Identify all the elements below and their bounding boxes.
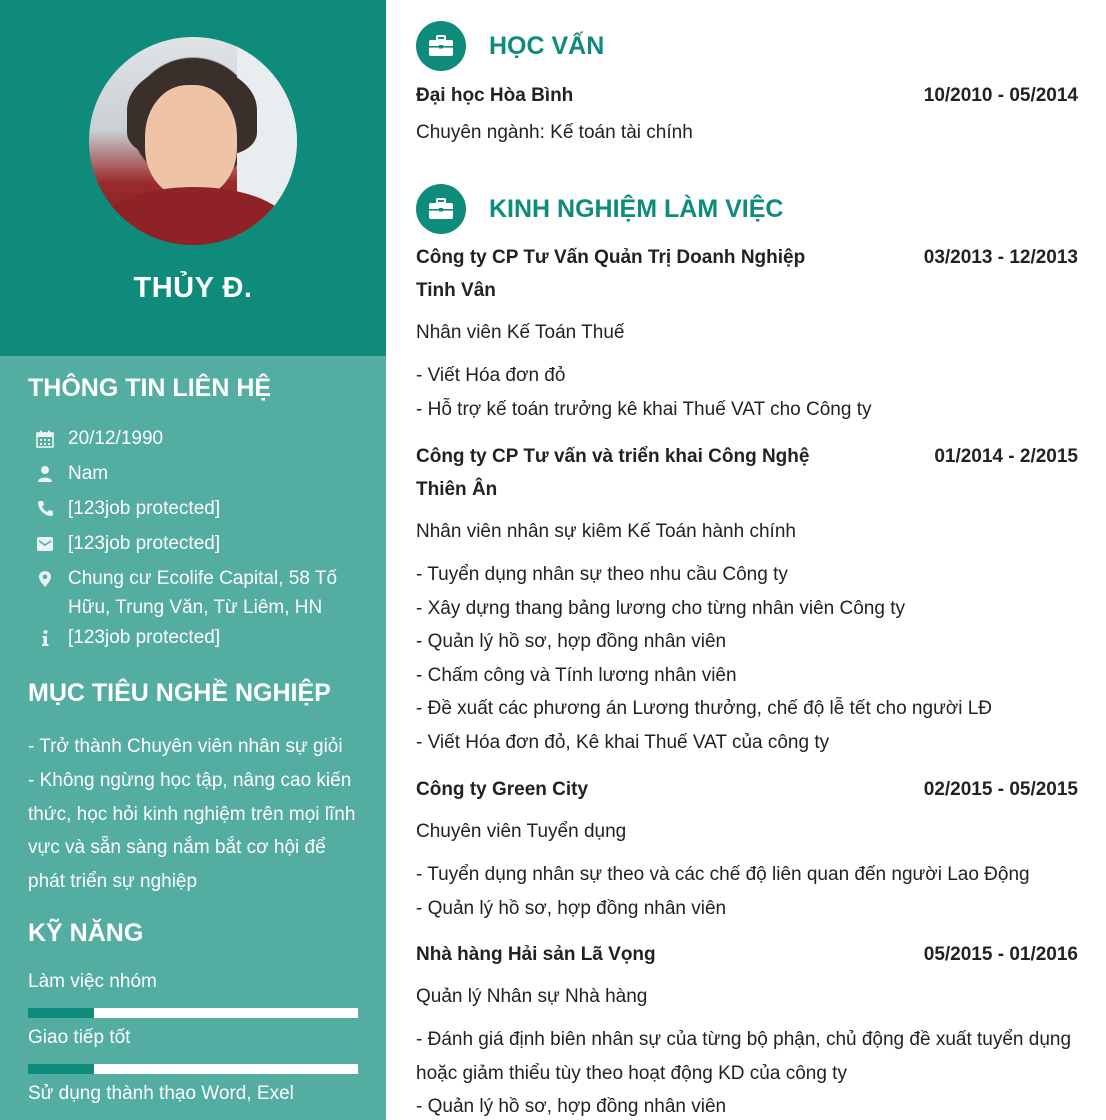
job-company: Công ty Green City [416, 779, 589, 800]
job-position: Nhân viên Kế Toán Thuế [416, 322, 625, 343]
job-position: Quản lý Nhân sự Nhà hàng [416, 986, 648, 1007]
job-task: - Xây dựng thang bảng lương cho từng nhân viên Công ty [416, 597, 905, 619]
job-task: - Viết Hóa đơn đỏ, Kê khai Thuế VAT của công ty [416, 731, 830, 753]
education-major: Chuyên ngành: Kế toán tài chính [416, 122, 693, 143]
education-date: 10/2010 - 05/2014 [923, 85, 1078, 106]
objective-line: - Không ngừng học tập, nâng cao kiến thức, học hỏi kinh nghiệm trên mọi lĩnh vực và sẵn sàng nắm bắt cơ hội để phát triển sự nghiệp [28, 769, 356, 893]
job-tasks [416, 359, 1078, 426]
objective-line: - Trở thành Chuyên viên nhân sự giỏi [28, 736, 343, 757]
experience-title: KINH NGHIỆM LÀM VIỆC [489, 194, 784, 223]
job-company: Nhà hàng Hải sản Lã Vọng [416, 944, 656, 965]
education-title: HỌC VẤN [489, 31, 605, 60]
profile-header [0, 0, 386, 356]
map-pin-icon [34, 564, 56, 593]
contact-text: 20/12/1990 [68, 428, 164, 449]
job-task: - Viết Hóa đơn đỏ [416, 365, 566, 386]
contact-text: Nam [68, 463, 109, 484]
info-icon [34, 623, 56, 652]
calendar-icon [34, 424, 56, 453]
briefcase-icon [416, 184, 466, 234]
skill-label: Làm việc nhóm [28, 971, 157, 992]
contact-text: [123job protected] [68, 533, 221, 554]
profile-name: THỦY Đ. [133, 272, 253, 304]
job-date: 03/2013 - 12/2013 [923, 247, 1078, 268]
job-date: 05/2015 - 01/2016 [923, 944, 1078, 965]
contact-phone [34, 494, 358, 523]
main-content [386, 0, 1106, 1120]
contact-birthday [34, 424, 358, 453]
contact-gender [34, 459, 358, 488]
job-task: - Tuyển dụng nhân sự theo nhu cầu Công ty [416, 564, 788, 585]
skill-bar-fill [28, 1008, 94, 1018]
skill-bar [28, 1008, 358, 1018]
objective-text [28, 730, 363, 899]
job-task: - Đề xuất các phương án Lương thưởng, chế độ lễ tết cho người LĐ [416, 698, 993, 720]
skill-item [28, 969, 358, 1018]
skill-item [28, 1081, 358, 1120]
contact-text: [123job protected] [68, 627, 221, 648]
skill-bar [28, 1064, 358, 1074]
skill-label: Giao tiếp tốt [28, 1027, 131, 1048]
user-icon [34, 459, 56, 488]
job-entry [416, 773, 1078, 925]
education-header [416, 21, 604, 71]
contact-address [34, 564, 358, 622]
job-task: - Chấm công và Tính lương nhân viên [416, 664, 737, 686]
job-task: - Tuyển dụng nhân sự theo và các chế độ liên quan đến người Lao Động [416, 864, 1030, 885]
avatar [89, 37, 297, 245]
job-company: Công ty CP Tư Vấn Quản Trị Doanh Nghiệp Tinh Vân [416, 247, 806, 301]
skills-title: KỸ NĂNG [28, 919, 144, 947]
job-position: Nhân viên nhân sự kiêm Kế Toán hành chính [416, 521, 796, 542]
job-task: - Đánh giá định biên nhân sự của từng bộ phận, chủ động đề xuất tuyển dụng hoặc giảm thiểu tùy theo hoạt động KD của công ty [416, 1029, 1072, 1084]
job-entry [416, 241, 1078, 426]
skill-item [28, 1025, 358, 1074]
job-date: 01/2014 - 2/2015 [934, 446, 1078, 467]
job-task: - Quản lý hồ sơ, hợp đồng nhân viên [416, 1096, 727, 1118]
school-name: Đại học Hòa Bình [416, 85, 574, 106]
briefcase-icon [416, 21, 466, 71]
envelope-icon [34, 529, 56, 558]
skill-label: Sử dụng thành thạo Word, Exel [28, 1083, 294, 1104]
job-task: - Hỗ trợ kế toán trưởng kê khai Thuế VAT cho Công ty [416, 398, 872, 420]
job-task: - Quản lý hồ sơ, hợp đồng nhân viên [416, 631, 727, 653]
job-position: Chuyên viên Tuyển dụng [416, 821, 627, 842]
contact-email [34, 529, 358, 558]
phone-icon [34, 494, 56, 523]
contact-title: THÔNG TIN LIÊN HỆ [28, 374, 272, 402]
contact-info [34, 623, 358, 652]
job-tasks [416, 558, 1078, 760]
job-tasks [416, 1023, 1078, 1120]
job-task: - Quản lý hồ sơ, hợp đồng nhân viên [416, 897, 727, 919]
contact-text: [123job protected] [68, 498, 221, 519]
experience-header [416, 184, 783, 234]
education-item [416, 79, 1078, 145]
sidebar [0, 0, 386, 1120]
job-date: 02/2015 - 05/2015 [923, 779, 1078, 800]
objective-title: MỤC TIÊU NGHỀ NGHIỆP [28, 679, 331, 707]
job-entry [416, 938, 1078, 1120]
job-entry [416, 440, 1078, 760]
job-company: Công ty CP Tư vấn và triển khai Công Nghệ Thiên Ân [416, 446, 810, 500]
contact-text: Chung cư Ecolife Capital, 58 Tố Hữu, Trung Văn, Từ Liêm, HN [68, 568, 338, 618]
job-tasks [416, 858, 1078, 925]
skill-bar-fill [28, 1064, 94, 1074]
